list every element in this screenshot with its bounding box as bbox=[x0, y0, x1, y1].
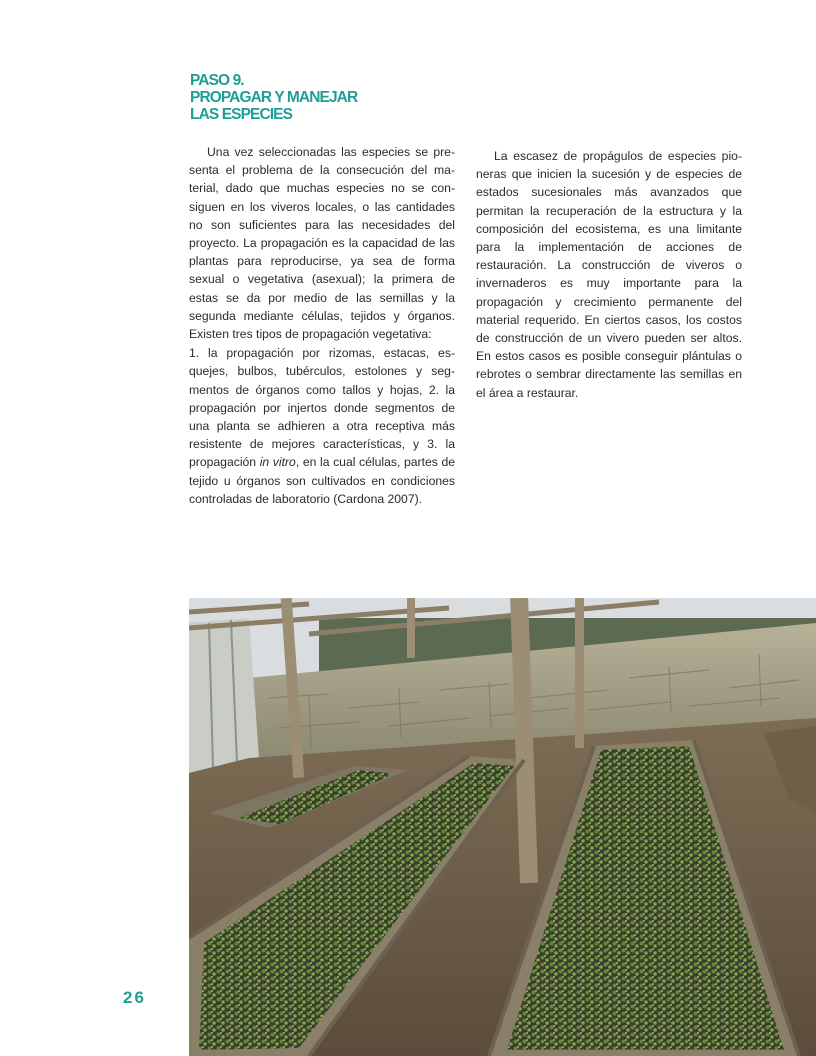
nursery-paragraph: La escasez de propágulos de especies pioneras que inicien la sucesión y de especies de estados sucesionales más avanzados que permitan la recuperación de la estructura y la composición del ecosistema, es una limitante para la implementación de acciones de restauración. La construcción de viveros o invernaderos es muy importante para la propagación y crecimiento permanente del material requerido. En ciertos casos, los costos de construcción de un vivero pueden ser altos. En estos casos es posible conseguir plántulas o rebrotes o sembrar directamente las semillas en el área a restaurar. bbox=[476, 149, 742, 400]
left-text-column bbox=[189, 143, 455, 508]
nursery-beds-illustration bbox=[189, 598, 816, 1056]
in-vitro-italic: in vitro bbox=[259, 455, 296, 470]
heading-step: PASO 9. bbox=[190, 72, 244, 89]
propagation-types-text-2: , en la cual células, partes de tejido u órganos son cultivados en condiciones controladas de laboratorio (Cardona 2007). bbox=[189, 455, 455, 506]
nursery-photo bbox=[189, 598, 816, 1056]
section-heading bbox=[190, 72, 490, 123]
intro-paragraph: Una vez seleccionadas las especies se presenta el problema de la consecución del material, dado que muchas especies no se consiguen en los viveros locales, o las cantidades no son suficientes para las necesidades del proyecto. La propagación es la capacidad de las plantas para reproducirse, ya sea de forma sexual o vegetativa (asexual); la primera de estas se da por medio de las semillas y la segunda mediante células, tejidos y órganos. Existen tres tipos de propagación vegetativa: bbox=[189, 145, 455, 342]
page-number: 26 bbox=[123, 988, 146, 1007]
propagation-types-text-1: 1. la propagación por rizomas, estacas, esquejes, bulbos, tubérculos, estolones y segmentos de órganos como tallos y hojas, 2. la propagación por injertos donde segmentos de una planta se adhieren a otra receptiva más resistente de mejores características, y 3. la propagación bbox=[189, 346, 455, 470]
right-text-column bbox=[476, 147, 742, 402]
propagation-types-paragraph bbox=[189, 344, 455, 508]
heading-title-line2: LAS ESPECIES bbox=[190, 106, 293, 123]
heading-title-line1: PROPAGAR Y MANEJAR bbox=[190, 89, 358, 106]
